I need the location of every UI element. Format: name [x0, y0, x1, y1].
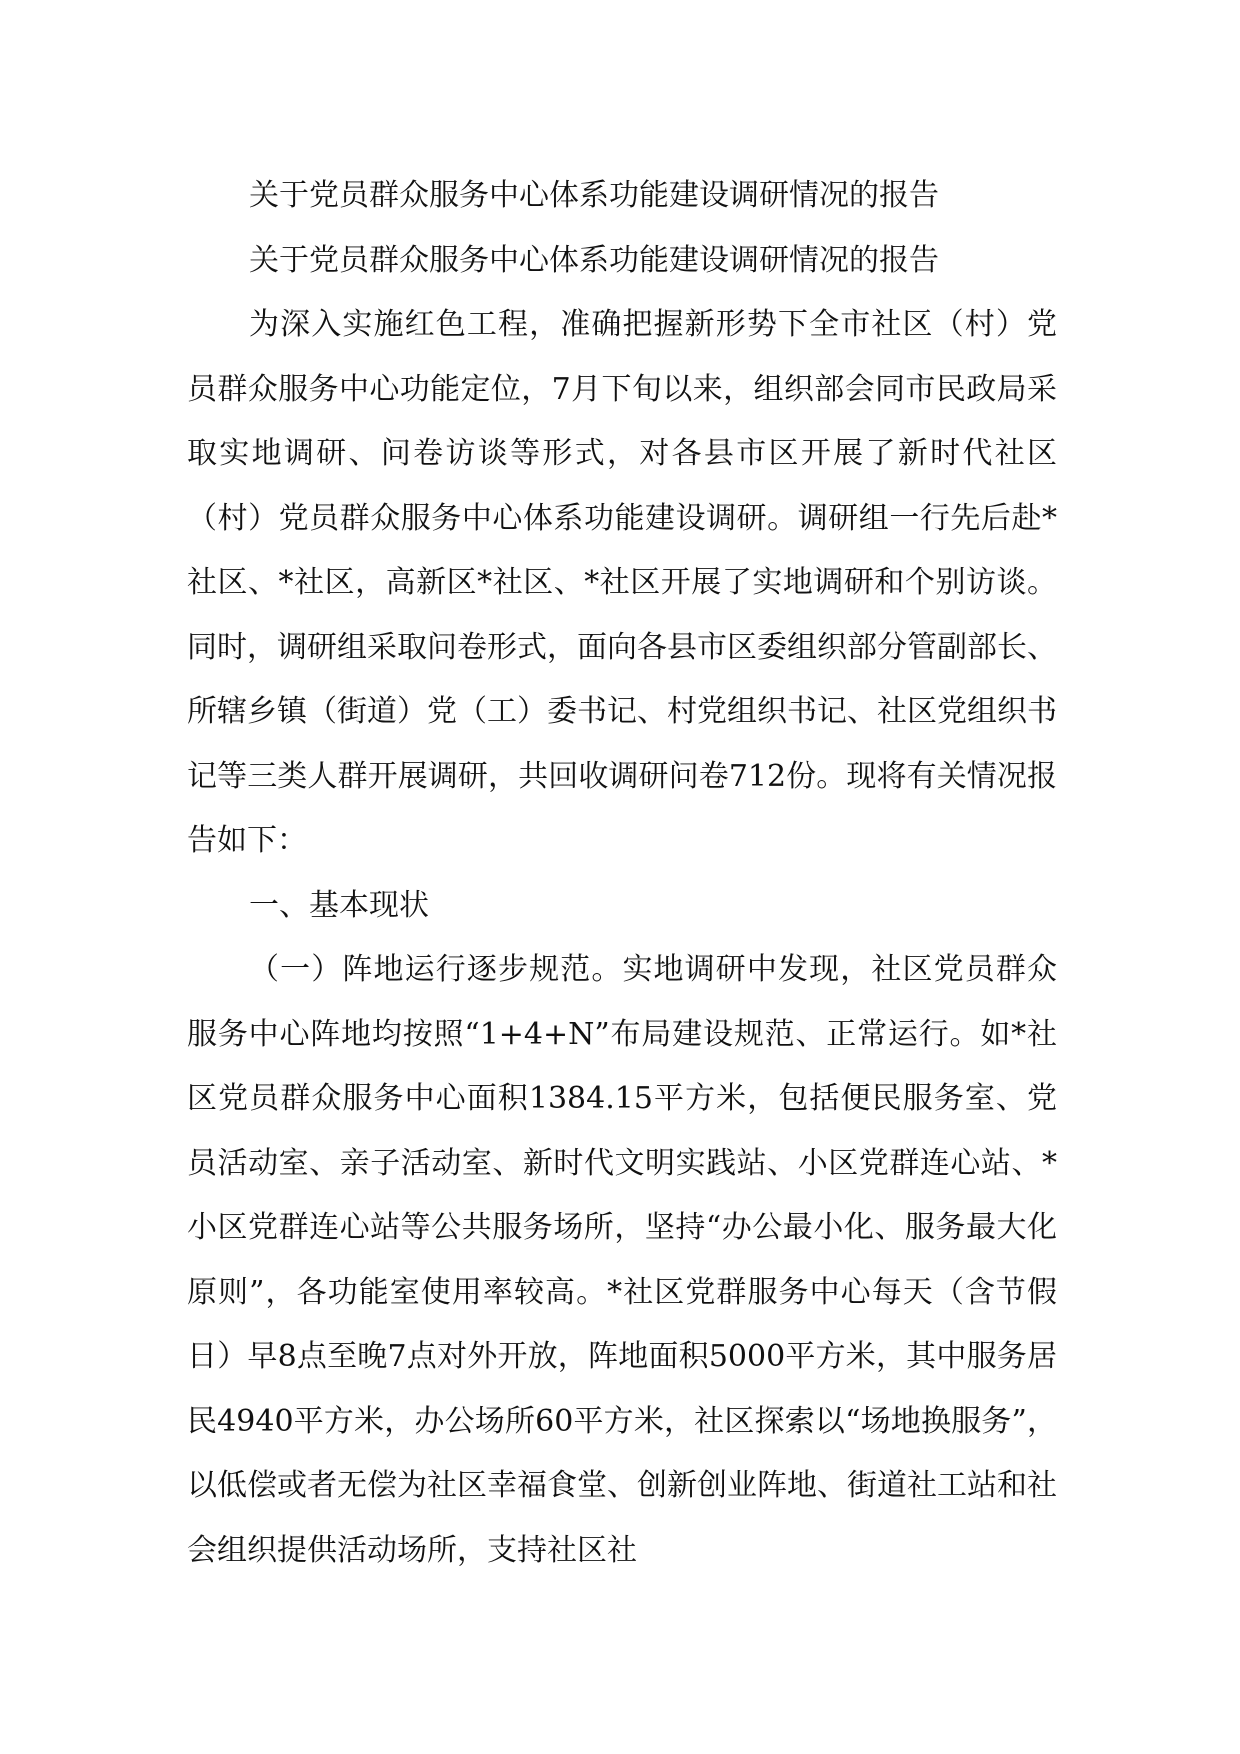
intro-paragraph: 为深入实施红色工程，准确把握新形势下全市社区（村）党员群众服务中心功能定位，7月下旬以来，组织部会同市民政局采取实地调研、问卷访谈等形式，对各县市区开展了新时代社区（村）党员群众服务中心体系功能建设调研。调研组一行先后赴*社区、*社区，高新区*社区、*社区开展了实地调研和个别访谈。同时，调研组采取问卷形式，面向各县市区委组织部分管副部长、所辖乡镇（街道）党（工）委书记、村党组织书记、社区党组织书记等三类人群开展调研，共回收调研问卷712份。现将有关情况报告如下：	[187, 307, 1057, 858]
section-paragraph: （一）阵地运行逐步规范。实地调研中发现，社区党员群众服务中心阵地均按照“1+4+N”布局建设规范、正常运行。如*社区党员群众服务中心面积1384.15平方米，包括便民服务室、党员活动室、亲子活动室、新时代文明实践站、小区党群连心站、*小区党群连心站等公共服务场所，坚持“办公最小化、服务最大化原则”，各功能室使用率较高。*社区党群服务中心每天（含节假日）早8点至晚7点对外开放，阵地面积5000平方米，其中服务居民4940平方米，办公场所60平方米，社区探索以“场地换服务”，以低偿或者无偿为社区幸福食堂、创新创业阵地、街道社工站和社会组织提供活动场所，支持社区社	[187, 952, 1057, 1568]
document-title: 关于党员群众服务中心体系功能建设调研情况的报告	[249, 178, 939, 213]
document-subtitle: 关于党员群众服务中心体系功能建设调研情况的报告	[249, 242, 939, 278]
document-body	[187, 164, 1057, 1583]
section-heading: 一、基本现状	[249, 887, 429, 923]
